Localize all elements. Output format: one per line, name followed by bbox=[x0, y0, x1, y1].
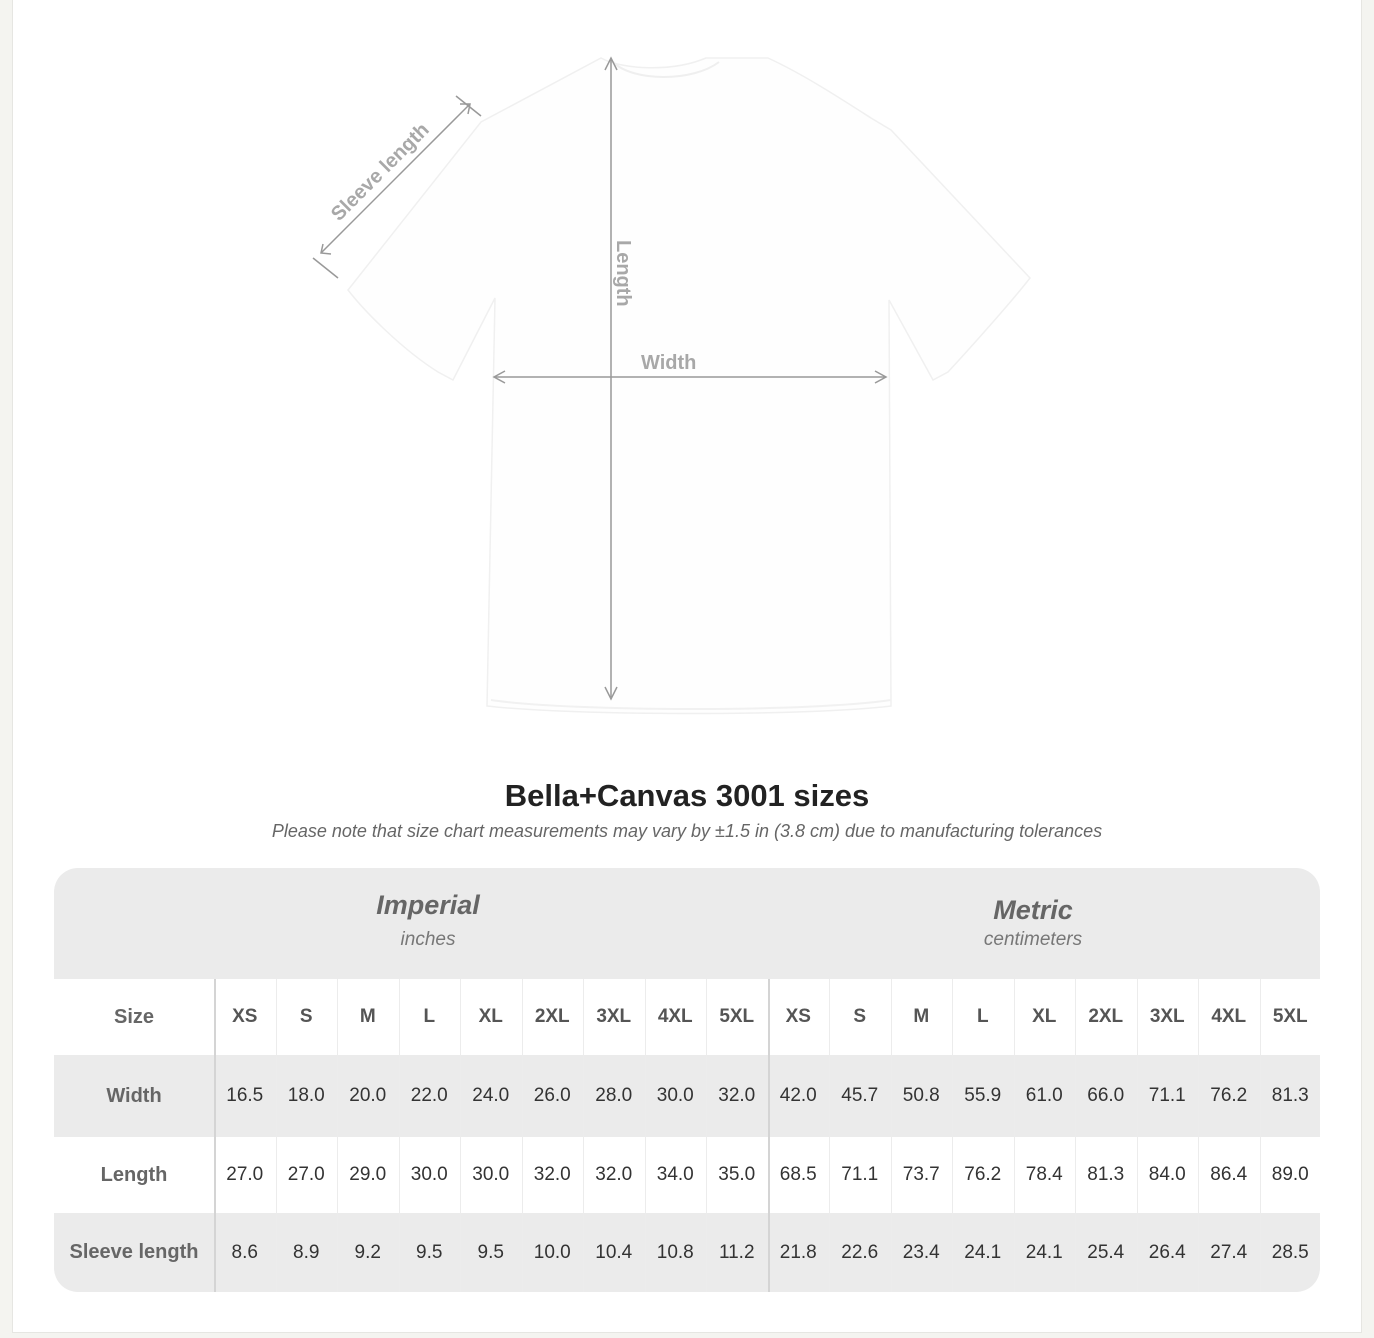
metric-size-header: S bbox=[853, 1006, 867, 1027]
length-label: Length bbox=[612, 240, 634, 307]
metric-cell: 61.0 bbox=[1025, 1085, 1063, 1106]
imperial-cell: 29.0 bbox=[349, 1164, 387, 1185]
metric-cell: 27.4 bbox=[1210, 1241, 1248, 1263]
imperial-cell: 10.4 bbox=[595, 1241, 633, 1263]
metric-cell: 81.3 bbox=[1087, 1164, 1125, 1185]
metric-cell: 23.4 bbox=[902, 1241, 940, 1263]
imperial-cell: 24.0 bbox=[472, 1085, 510, 1106]
metric-size-header: XS bbox=[785, 1006, 811, 1027]
imperial-cell: 30.0 bbox=[656, 1085, 694, 1106]
metric-cell: 89.0 bbox=[1271, 1164, 1309, 1185]
metric-title: Metric bbox=[993, 895, 1073, 925]
metric-size-header: M bbox=[913, 1006, 930, 1027]
metric-cell: 81.3 bbox=[1271, 1085, 1309, 1106]
row-label-length: Length bbox=[100, 1163, 168, 1186]
imperial-cell: 34.0 bbox=[656, 1164, 694, 1185]
imperial-cell: 8.6 bbox=[231, 1241, 258, 1263]
metric-cell: 78.4 bbox=[1025, 1164, 1063, 1185]
imperial-size-header: S bbox=[299, 1006, 313, 1027]
imperial-cell: 27.0 bbox=[226, 1164, 264, 1185]
imperial-size-header: XS bbox=[232, 1006, 258, 1027]
size-row-label: Size bbox=[113, 1005, 155, 1028]
imperial-cell: 32.0 bbox=[533, 1164, 571, 1185]
metric-size-header: XL bbox=[1032, 1006, 1057, 1027]
page-title: Bella+Canvas 3001 sizes bbox=[504, 778, 870, 813]
imperial-cell: 28.0 bbox=[595, 1085, 633, 1106]
imperial-cell: 35.0 bbox=[718, 1164, 756, 1185]
sleeve-length-label: Sleeve length bbox=[326, 118, 434, 226]
imperial-cell: 18.0 bbox=[287, 1085, 325, 1106]
imperial-cell: 9.2 bbox=[354, 1241, 381, 1263]
tshirt-shape bbox=[348, 58, 1030, 714]
metric-size-header: 3XL bbox=[1149, 1006, 1185, 1027]
imperial-cell: 32.0 bbox=[718, 1085, 756, 1106]
metric-unit: centimeters bbox=[983, 929, 1083, 950]
metric-cell: 73.7 bbox=[902, 1164, 940, 1185]
metric-cell: 71.1 bbox=[841, 1164, 879, 1185]
imperial-size-header: L bbox=[423, 1006, 436, 1027]
metric-cell: 24.1 bbox=[964, 1241, 1002, 1263]
metric-cell: 55.9 bbox=[964, 1085, 1002, 1106]
metric-cell: 24.1 bbox=[1025, 1241, 1063, 1263]
imperial-cell: 30.0 bbox=[472, 1164, 510, 1185]
imperial-cell: 8.9 bbox=[293, 1241, 320, 1263]
metric-cell: 21.8 bbox=[779, 1241, 817, 1263]
imperial-cell: 11.2 bbox=[718, 1241, 755, 1263]
imperial-cell: 9.5 bbox=[477, 1241, 504, 1263]
imperial-size-header: 2XL bbox=[534, 1006, 570, 1027]
row-label-sleeve-length: Sleeve length bbox=[69, 1241, 199, 1263]
imperial-size-header: M bbox=[359, 1006, 376, 1027]
metric-cell: 71.1 bbox=[1148, 1085, 1186, 1106]
metric-cell: 84.0 bbox=[1148, 1164, 1186, 1185]
imperial-size-header: XL bbox=[478, 1006, 503, 1027]
metric-cell: 66.0 bbox=[1087, 1085, 1125, 1106]
imperial-unit: inches bbox=[400, 929, 456, 950]
metric-cell: 26.4 bbox=[1148, 1241, 1186, 1263]
size-chart-page bbox=[12, 0, 1362, 1333]
tolerance-note: Please note that size chart measurements may vary by ±1.5 in (3.8 cm) due to manufacturing tolerances bbox=[271, 821, 1103, 841]
imperial-cell: 9.5 bbox=[416, 1241, 443, 1263]
imperial-cell: 20.0 bbox=[349, 1085, 387, 1106]
size-table bbox=[54, 868, 1320, 1292]
width-label: Width bbox=[641, 352, 697, 374]
imperial-cell: 10.0 bbox=[533, 1241, 571, 1263]
row-label-width: Width bbox=[106, 1084, 162, 1107]
tshirt-diagram bbox=[13, 0, 1361, 760]
metric-cell: 28.5 bbox=[1271, 1241, 1309, 1263]
metric-cell: 76.2 bbox=[1210, 1085, 1248, 1106]
imperial-cell: 10.8 bbox=[656, 1241, 694, 1263]
metric-size-header: 4XL bbox=[1211, 1006, 1247, 1027]
metric-cell: 86.4 bbox=[1210, 1164, 1248, 1185]
metric-size-header: 2XL bbox=[1088, 1006, 1124, 1027]
metric-size-header: 5XL bbox=[1272, 1006, 1308, 1027]
metric-cell: 22.6 bbox=[841, 1241, 879, 1263]
metric-size-header: L bbox=[976, 1006, 989, 1027]
imperial-size-header: 5XL bbox=[719, 1006, 755, 1027]
imperial-cell: 30.0 bbox=[410, 1164, 448, 1185]
imperial-cell: 27.0 bbox=[287, 1164, 325, 1185]
imperial-cell: 26.0 bbox=[533, 1085, 571, 1106]
imperial-cell: 32.0 bbox=[595, 1164, 633, 1185]
metric-cell: 76.2 bbox=[964, 1164, 1002, 1185]
imperial-cell: 16.5 bbox=[226, 1085, 264, 1106]
metric-cell: 25.4 bbox=[1087, 1241, 1125, 1263]
imperial-size-header: 4XL bbox=[657, 1006, 693, 1027]
metric-cell: 45.7 bbox=[841, 1085, 879, 1106]
imperial-cell: 22.0 bbox=[410, 1085, 448, 1106]
metric-cell: 50.8 bbox=[902, 1085, 940, 1106]
imperial-size-header: 3XL bbox=[596, 1006, 632, 1027]
imperial-title: Imperial bbox=[376, 890, 480, 920]
metric-cell: 68.5 bbox=[779, 1164, 817, 1185]
metric-cell: 42.0 bbox=[779, 1085, 817, 1106]
